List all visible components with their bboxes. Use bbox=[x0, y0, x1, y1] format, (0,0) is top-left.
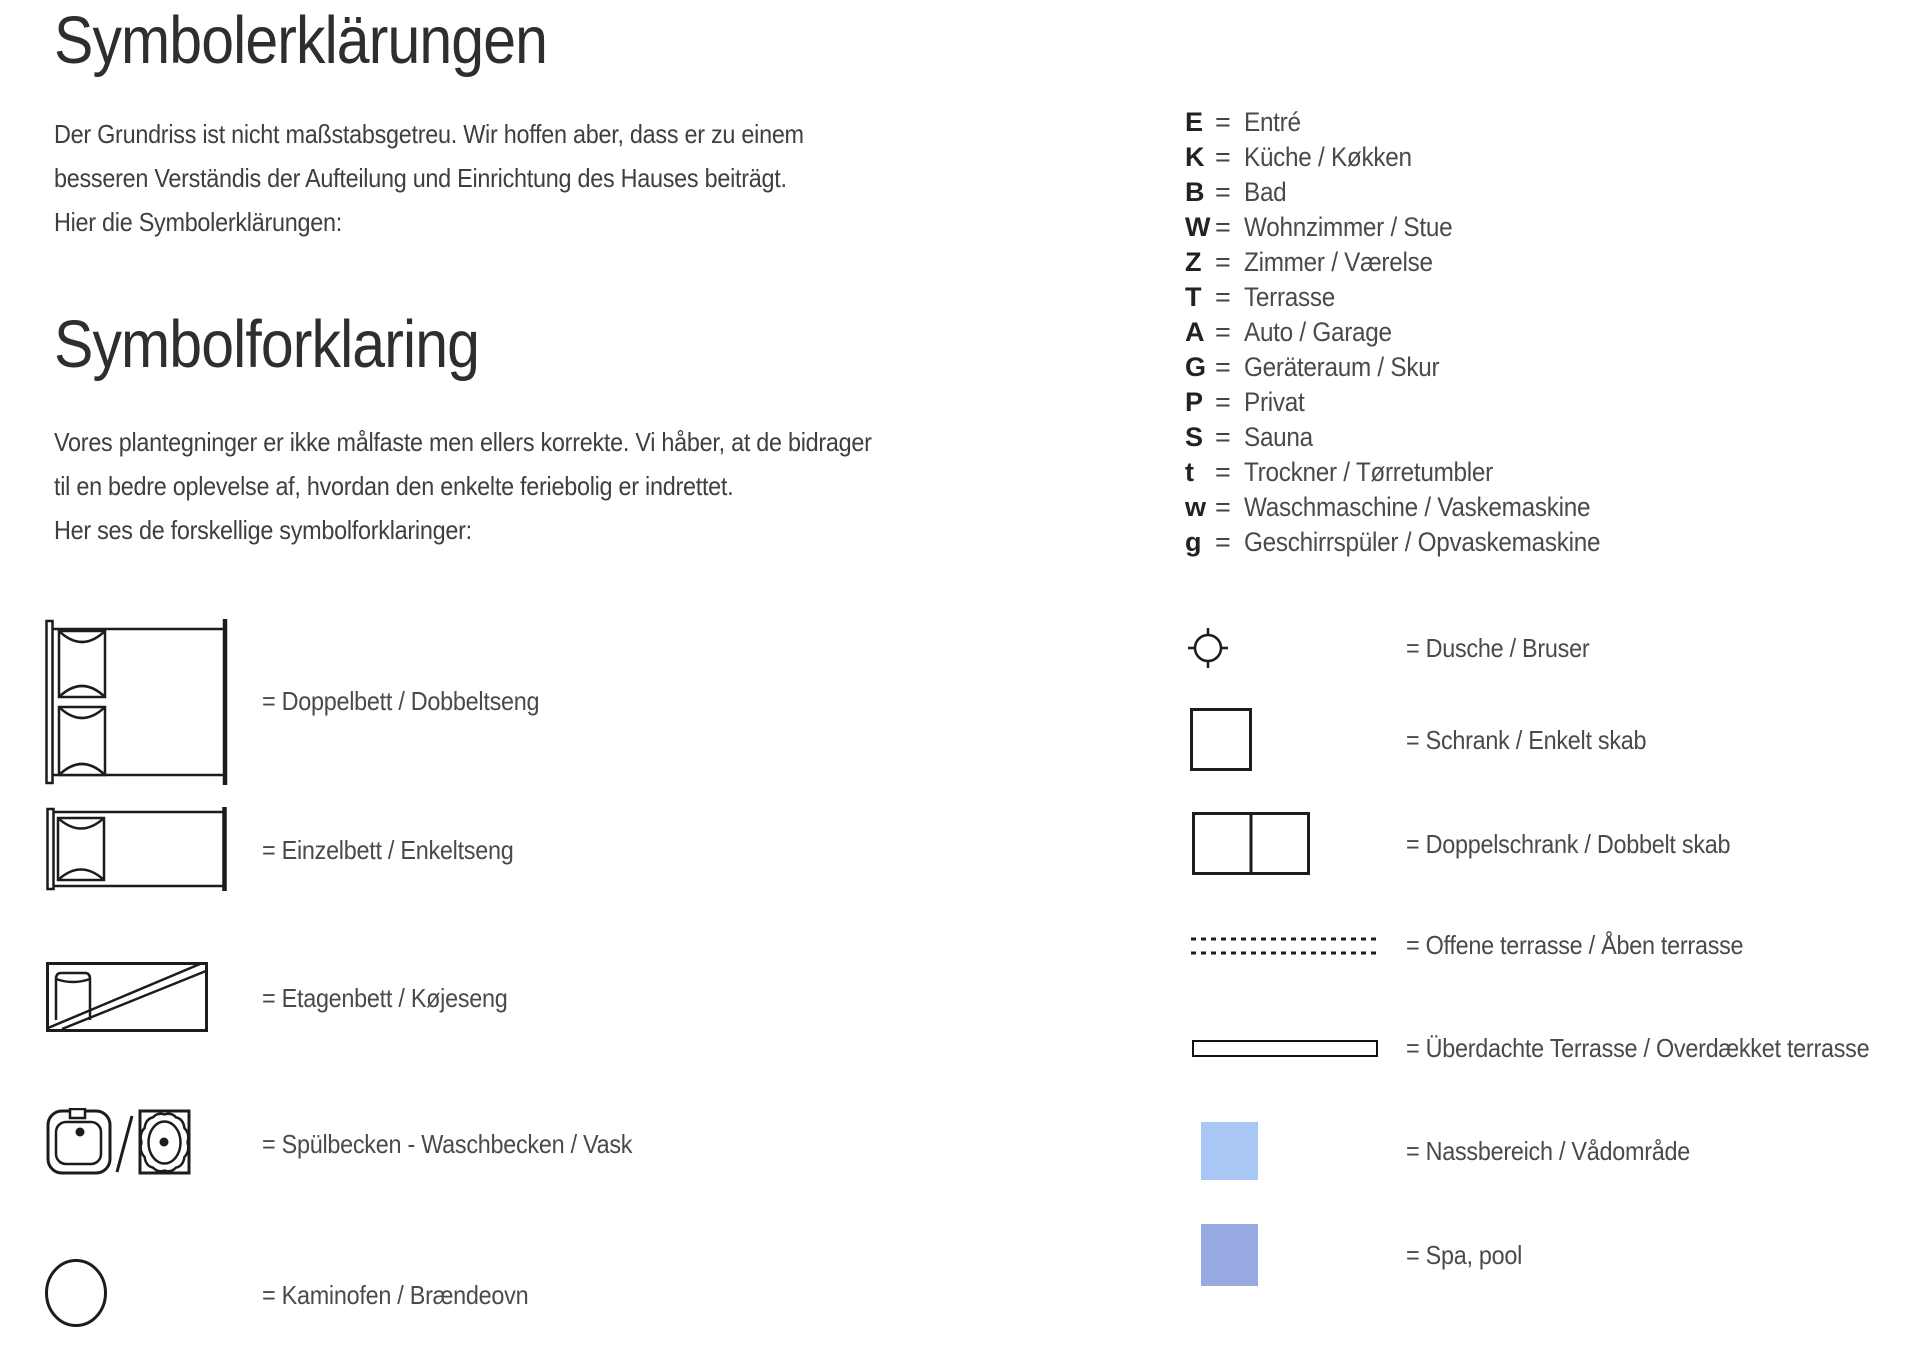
single-bed-label: = Einzelbett / Enkeltseng bbox=[262, 835, 514, 865]
double-wardrobe-icon bbox=[1192, 812, 1310, 875]
equals-sign: = bbox=[1215, 422, 1231, 452]
shower-label: = Dusche / Bruser bbox=[1406, 633, 1590, 663]
bunk-bed-icon bbox=[46, 962, 208, 1032]
equals-sign: = bbox=[1215, 352, 1231, 382]
legend-definition: Küche / Køkken bbox=[1244, 142, 1412, 172]
legend-row bbox=[1185, 210, 1640, 245]
wood-stove-icon bbox=[44, 1258, 108, 1328]
legend-row bbox=[1185, 315, 1640, 350]
legend-letter: Z bbox=[1185, 247, 1202, 277]
legend-definition: Bad bbox=[1244, 177, 1287, 207]
legend-row bbox=[1185, 490, 1640, 525]
legend-row bbox=[1185, 140, 1640, 175]
bunk-bed-label: = Etagenbett / Køjeseng bbox=[262, 983, 508, 1013]
single-wardrobe-icon bbox=[1190, 708, 1252, 771]
intro-danish-line: Her ses de forskellige symbolforklaringer: bbox=[54, 515, 472, 545]
covered-terrace-label: = Überdachte Terrasse / Overdækket terrasse bbox=[1406, 1033, 1870, 1063]
intro-german-line: Hier die Symbolerklärungen: bbox=[54, 207, 342, 237]
legend-definition: Geräteraum / Skur bbox=[1244, 352, 1440, 382]
intro-german bbox=[54, 112, 887, 244]
double-wardrobe-label: = Doppelschrank / Dobbelt skab bbox=[1406, 829, 1731, 859]
intro-danish-line: Vores plantegninger er ikke målfaste men ellers korrekte. Vi håber, at de bidrager bbox=[54, 427, 872, 457]
heading-german-text: Symbolerklärungen bbox=[54, 3, 548, 78]
legend-definition: Zimmer / Værelse bbox=[1244, 247, 1433, 277]
legend-letter: T bbox=[1185, 282, 1202, 312]
legend-row bbox=[1185, 385, 1640, 420]
equals-sign: = bbox=[1215, 457, 1231, 487]
wet-area-swatch bbox=[1201, 1122, 1258, 1180]
legend-row bbox=[1185, 105, 1640, 140]
heading-danish bbox=[54, 306, 537, 383]
legend-letter: G bbox=[1185, 352, 1207, 382]
legend-row bbox=[1185, 420, 1640, 455]
equals-sign: = bbox=[1215, 282, 1231, 312]
legend-letter: W bbox=[1185, 212, 1211, 242]
spa-pool-swatch bbox=[1201, 1224, 1258, 1286]
spa-pool-label: = Spa, pool bbox=[1406, 1240, 1523, 1270]
equals-sign: = bbox=[1215, 387, 1231, 417]
legend-row bbox=[1185, 245, 1640, 280]
shower-icon bbox=[1186, 626, 1230, 670]
sink-washbasin-icon bbox=[46, 1108, 191, 1176]
legend-row bbox=[1185, 525, 1640, 560]
legend-letter: A bbox=[1185, 317, 1205, 347]
legend-definition: Terrasse bbox=[1244, 282, 1336, 312]
single-bed-icon bbox=[46, 806, 229, 892]
legend-definition: Auto / Garage bbox=[1244, 317, 1392, 347]
legend-definition: Privat bbox=[1244, 387, 1305, 417]
sink-washbasin-label: = Spülbecken - Waschbecken / Vask bbox=[262, 1129, 633, 1159]
legend-row bbox=[1185, 455, 1640, 490]
legend-letter: g bbox=[1185, 527, 1202, 557]
legend-letter: B bbox=[1185, 177, 1205, 207]
equals-sign: = bbox=[1215, 212, 1231, 242]
equals-sign: = bbox=[1215, 142, 1231, 172]
intro-german-line: Der Grundriss ist nicht maßstabsgetreu. Wir hoffen aber, dass er zu einem bbox=[54, 119, 804, 149]
legend-letter: S bbox=[1185, 422, 1204, 452]
legend-definition: Trockner / Tørretumbler bbox=[1244, 457, 1493, 487]
legend-definition: Wohnzimmer / Stue bbox=[1244, 212, 1453, 242]
wood-stove-label: = Kaminofen / Brændeovn bbox=[262, 1280, 529, 1310]
heading-danish-text: Symbolforklaring bbox=[54, 307, 480, 382]
equals-sign: = bbox=[1215, 177, 1231, 207]
legend-definition: Sauna bbox=[1244, 422, 1313, 452]
letter-legend bbox=[1185, 105, 1640, 560]
intro-danish bbox=[54, 420, 963, 552]
covered-terrace-icon bbox=[1192, 1040, 1378, 1057]
wet-area-label: = Nassbereich / Vådområde bbox=[1406, 1136, 1690, 1166]
open-terrace-label: = Offene terrasse / Åben terrasse bbox=[1406, 930, 1744, 960]
legend-letter: E bbox=[1185, 107, 1204, 137]
legend-definition: Waschmaschine / Vaskemaskine bbox=[1244, 492, 1591, 522]
legend-letter: K bbox=[1185, 142, 1205, 172]
equals-sign: = bbox=[1215, 107, 1231, 137]
double-bed-icon bbox=[45, 618, 230, 786]
legend-letter: P bbox=[1185, 387, 1204, 417]
legend-definition: Geschirrspüler / Opvaskemaskine bbox=[1244, 527, 1601, 557]
legend-row bbox=[1185, 175, 1640, 210]
intro-danish-line: til en bedre oplevelse af, hvordan den enkelte feriebolig er indrettet. bbox=[54, 471, 734, 501]
equals-sign: = bbox=[1215, 527, 1231, 557]
equals-sign: = bbox=[1215, 247, 1231, 277]
single-wardrobe-label: = Schrank / Enkelt skab bbox=[1406, 725, 1647, 755]
legend-row bbox=[1185, 280, 1640, 315]
equals-sign: = bbox=[1215, 492, 1231, 522]
legend-definition: Entré bbox=[1244, 107, 1301, 137]
double-bed-label: = Doppelbett / Dobbeltseng bbox=[262, 686, 540, 716]
intro-german-line: besseren Verständis der Aufteilung und Einrichtung des Hauses beiträgt. bbox=[54, 163, 787, 193]
legend-letter: w bbox=[1185, 492, 1207, 522]
legend-row bbox=[1185, 350, 1640, 385]
heading-german bbox=[54, 2, 614, 79]
legend-letter: t bbox=[1185, 457, 1194, 487]
open-terrace-icon bbox=[1190, 936, 1377, 956]
equals-sign: = bbox=[1215, 317, 1231, 347]
